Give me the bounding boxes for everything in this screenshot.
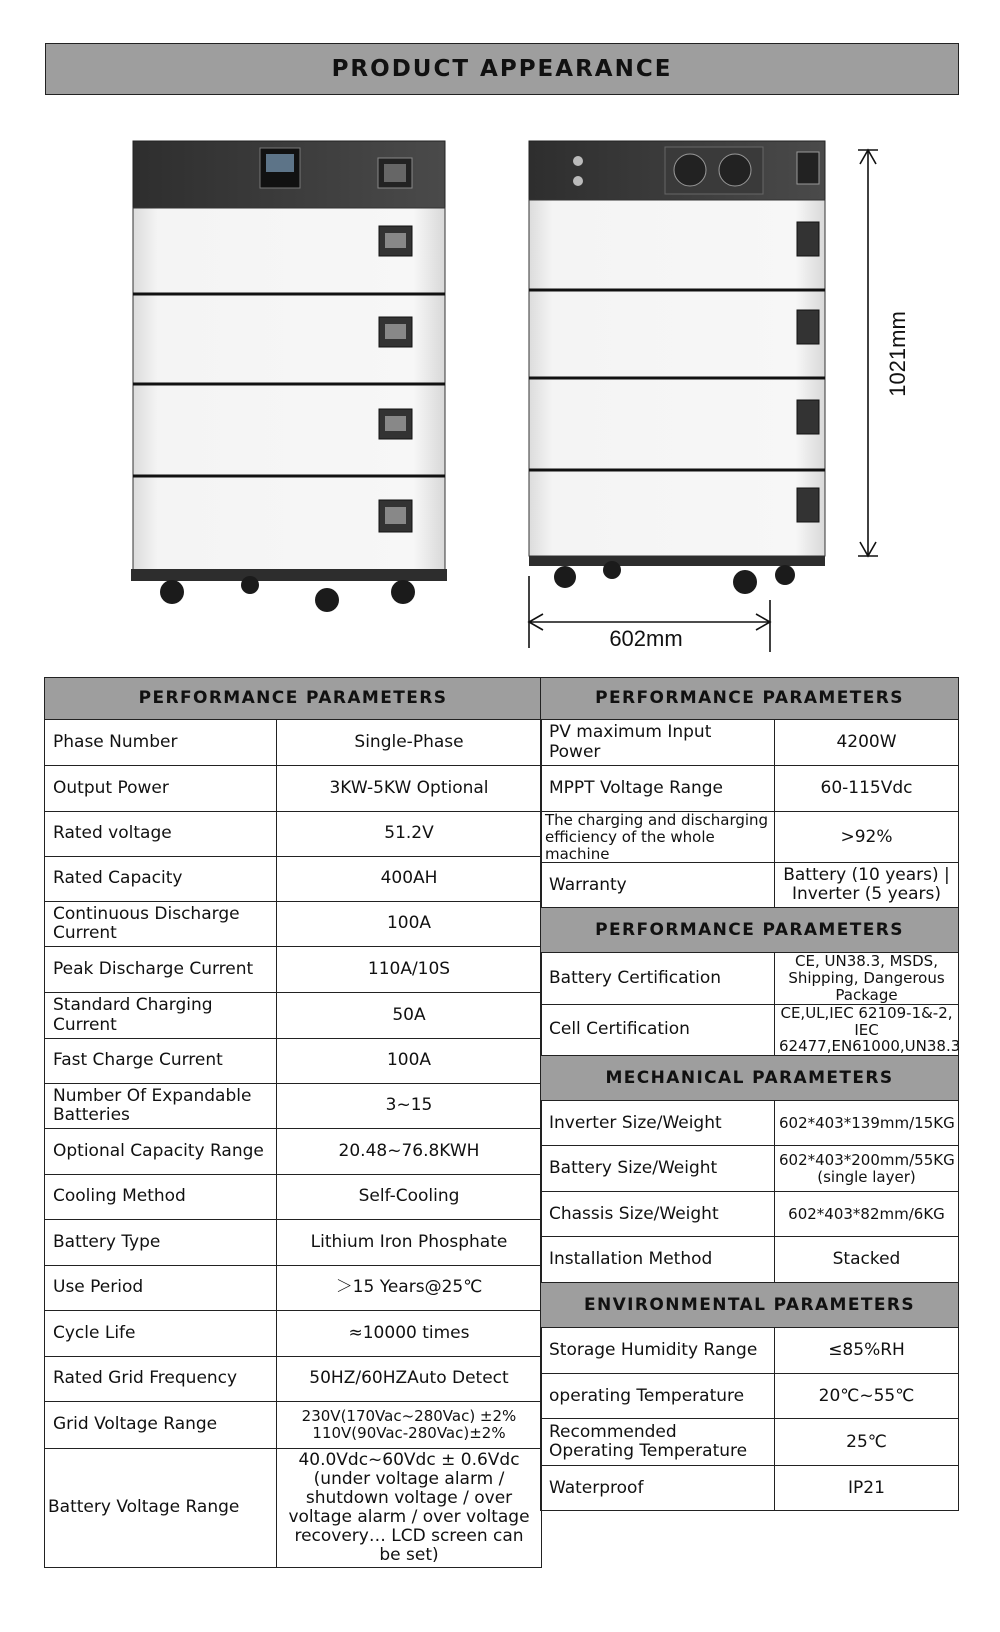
row-key: Inverter Size/Weight <box>541 1101 775 1146</box>
row-key: Installation Method <box>541 1237 775 1283</box>
table-row <box>541 812 959 863</box>
row-value: 20℃~55℃ <box>775 1374 959 1419</box>
row-value: 50A <box>277 993 542 1039</box>
row-value: CE,UL,IEC 62109-1&-2, IEC 62477,EN61000,UN38.3 <box>775 1004 959 1055</box>
product-appearance-banner <box>45 43 959 95</box>
table-row <box>45 1129 542 1175</box>
table-row <box>45 812 542 857</box>
row-key: Cycle Life <box>45 1311 277 1357</box>
row-value: 602*403*82mm/6KG <box>775 1192 959 1237</box>
product-illustration <box>0 110 1000 670</box>
row-value: 25℃ <box>775 1419 959 1466</box>
table-row <box>45 1311 542 1357</box>
table-row <box>45 1220 542 1266</box>
row-key: Fast Charge Current <box>45 1039 277 1084</box>
row-value: CE, UN38.3, MSDS, Shipping, Dangerous Package <box>775 953 959 1004</box>
table-row <box>541 1419 959 1466</box>
row-key: Storage Humidity Range <box>541 1328 775 1374</box>
row-key: Chassis Size/Weight <box>541 1192 775 1237</box>
row-value: ＞15 Years@25℃ <box>277 1266 542 1311</box>
row-key: Rated Capacity <box>45 857 277 902</box>
row-key: Battery Type <box>45 1220 277 1266</box>
row-value: 40.0Vdc~60Vdc ± 0.6Vdc (under voltage alarm / shutdown voltage / over voltage alarm / over voltage recovery… LCD screen can be set) <box>277 1449 542 1568</box>
environmental-header: ENVIRONMENTAL PARAMETERS <box>541 1283 959 1328</box>
row-key: Rated voltage <box>45 812 277 857</box>
table-row <box>45 1357 542 1402</box>
row-key: operating Temperature <box>541 1374 775 1419</box>
row-value: ≈10000 times <box>277 1311 542 1357</box>
row-key: Use Period <box>45 1266 277 1311</box>
row-key: Standard Charging Current <box>45 993 277 1039</box>
row-value: 3KW-5KW Optional <box>277 766 542 812</box>
row-key: Phase Number <box>45 720 277 766</box>
table-row <box>541 1374 959 1419</box>
left-performance-table <box>44 677 542 1568</box>
row-value: Self-Cooling <box>277 1175 542 1220</box>
row-key: Battery Certification <box>541 953 775 1004</box>
row-key: The charging and discharging efficiency of the whole machine <box>541 812 775 863</box>
row-value: 3~15 <box>277 1084 542 1129</box>
row-value: 60-115Vdc <box>775 766 959 812</box>
row-value: 602*403*200mm/55KG (single layer) <box>775 1146 959 1192</box>
row-value: 100A <box>277 1039 542 1084</box>
row-key: Battery Voltage Range <box>45 1449 277 1568</box>
row-value: Single-Phase <box>277 720 542 766</box>
row-value: 4200W <box>775 720 959 766</box>
row-key: Recommended Operating Temperature <box>541 1419 775 1466</box>
height-dimension-label: 1021mm <box>885 311 910 397</box>
table-row <box>45 1175 542 1220</box>
table-row <box>45 1402 542 1449</box>
table-row <box>541 1101 959 1146</box>
row-value: Battery (10 years) | Inverter (5 years) <box>775 863 959 908</box>
row-key: Optional Capacity Range <box>45 1129 277 1175</box>
row-key: Rated Grid Frequency <box>45 1357 277 1402</box>
row-key: Number Of Expandable Batteries <box>45 1084 277 1129</box>
table-row <box>45 1449 542 1568</box>
row-key: Waterproof <box>541 1466 775 1511</box>
table-row <box>541 863 959 908</box>
table-row <box>45 720 542 766</box>
row-value: 51.2V <box>277 812 542 857</box>
table-header: PERFORMANCE PARAMETERS <box>45 678 542 720</box>
table-row <box>45 857 542 902</box>
table-row <box>541 1328 959 1374</box>
table-row <box>541 1237 959 1283</box>
table-row <box>45 947 542 993</box>
table-row <box>541 1192 959 1237</box>
table-row <box>541 766 959 812</box>
height-dimension-line <box>858 150 878 556</box>
table-row <box>45 766 542 812</box>
row-value: 400AH <box>277 857 542 902</box>
row-value: Stacked <box>775 1237 959 1283</box>
row-key: Warranty <box>541 863 775 908</box>
row-value: 110A/10S <box>277 947 542 993</box>
row-key: PV maximum Input Power <box>541 720 775 766</box>
table-row <box>45 902 542 947</box>
table-row <box>45 1084 542 1129</box>
table-row <box>45 993 542 1039</box>
table-row <box>45 1266 542 1311</box>
row-value: Lithium Iron Phosphate <box>277 1220 542 1266</box>
width-dimension-label: 602mm <box>609 626 683 651</box>
table-row <box>541 953 959 1004</box>
row-key: Output Power <box>45 766 277 812</box>
table-row <box>541 1146 959 1192</box>
row-value: ≤85%RH <box>775 1328 959 1374</box>
row-key: Cooling Method <box>45 1175 277 1220</box>
row-key: Cell Certification <box>541 1004 775 1055</box>
row-value: 20.48~76.8KWH <box>277 1129 542 1175</box>
right-parameters-table <box>540 677 959 1511</box>
side-view-unit <box>529 141 825 594</box>
row-key: Continuous Discharge Current <box>45 902 277 947</box>
row-key: Battery Size/Weight <box>541 1146 775 1192</box>
certification-header: PERFORMANCE PARAMETERS <box>541 908 959 953</box>
table-row <box>541 1466 959 1511</box>
row-value: IP21 <box>775 1466 959 1511</box>
row-key: MPPT Voltage Range <box>541 766 775 812</box>
banner-title: PRODUCT APPEARANCE <box>331 56 673 82</box>
table-row <box>45 1039 542 1084</box>
table-row <box>541 1004 959 1055</box>
row-value: 50HZ/60HZAuto Detect <box>277 1357 542 1402</box>
front-view-unit <box>131 141 447 612</box>
row-value: >92% <box>775 812 959 863</box>
mechanical-header: MECHANICAL PARAMETERS <box>541 1056 959 1101</box>
row-value: 230V(170Vac~280Vac) ±2% 110V(90Vac-280Vac)±2% <box>277 1402 542 1449</box>
row-key: Peak Discharge Current <box>45 947 277 993</box>
row-value: 602*403*139mm/15KG <box>775 1101 959 1146</box>
performance-header: PERFORMANCE PARAMETERS <box>541 678 959 720</box>
row-key: Grid Voltage Range <box>45 1402 277 1449</box>
row-value: 100A <box>277 902 542 947</box>
table-row <box>541 720 959 766</box>
